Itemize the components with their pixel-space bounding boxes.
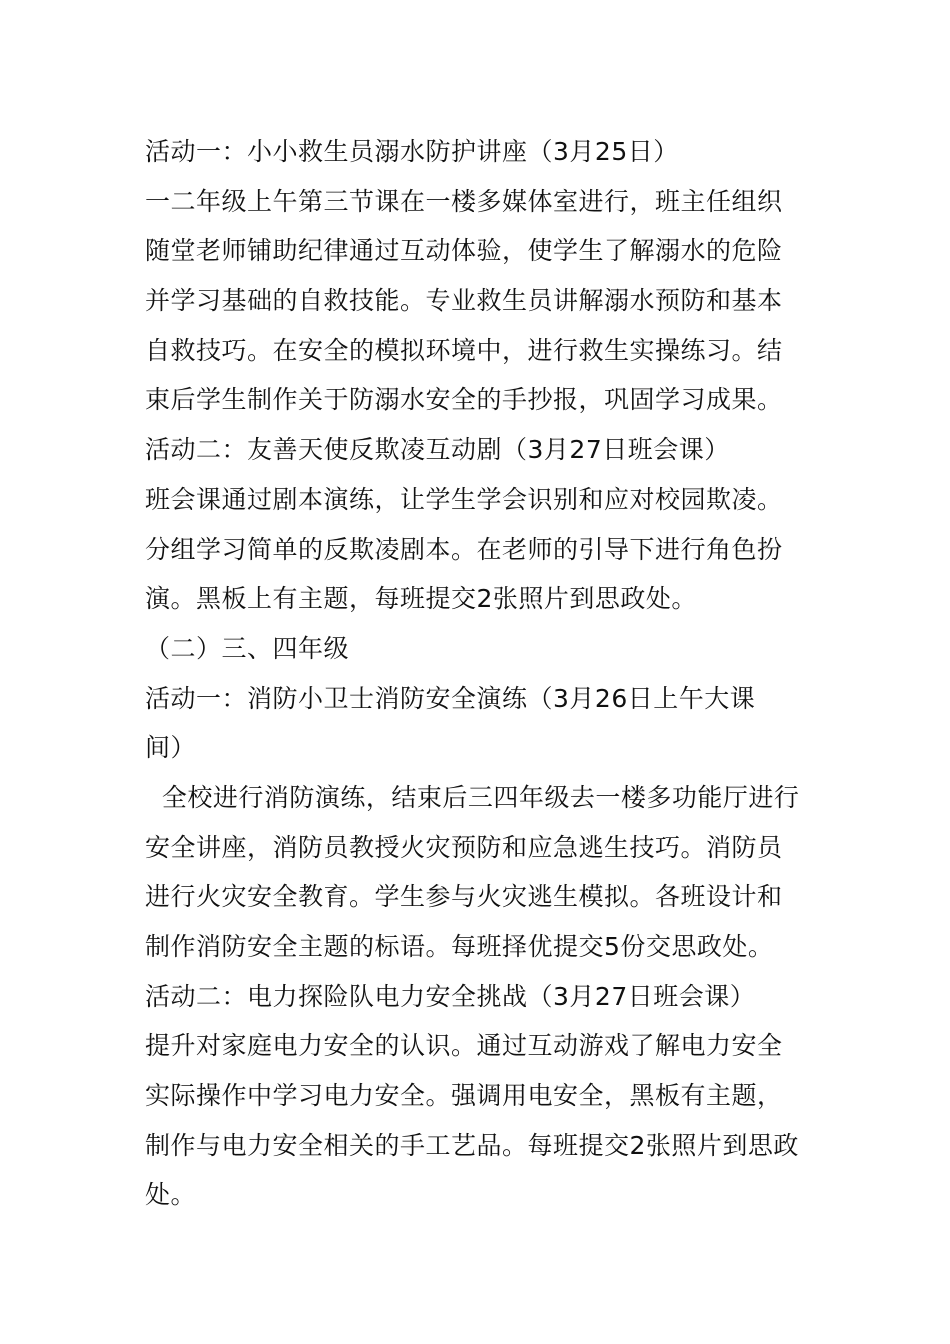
activity-heading-continued: 间） xyxy=(145,733,197,763)
paragraph-line: 演。黑板上有主题，每班提交2张照片到思政处。 xyxy=(145,584,697,614)
paragraph-line: 自救技巧。在安全的模拟环境中，进行救生实操练习。结 xyxy=(145,335,783,365)
activity-heading: 活动一：小小救生员溺水防护讲座（3月25日） xyxy=(145,137,679,166)
activity-heading: 活动二：电力探险队电力安全挑战（3月27日班会课） xyxy=(145,981,756,1011)
body-text xyxy=(145,127,815,1220)
paragraph-line: 制作消防安全主题的标语。每班择优提交5份交思政处。 xyxy=(145,932,774,961)
paragraph-line: 束后学生制作关于防溺水安全的手抄报，巩固学习成果。 xyxy=(145,385,783,415)
paragraph-line: 全校进行消防演练，结束后三四年级去一楼多功能厅进行 xyxy=(145,782,800,812)
section-heading: （二）三、四年级 xyxy=(145,633,350,663)
paragraph-line: 安全讲座，消防员教授火灾预防和应急逃生技巧。消防员 xyxy=(145,832,783,862)
paragraph-line: 制作与电力安全相关的手工艺品。每班提交2张照片到思政 xyxy=(145,1130,799,1160)
paragraph-line: 一二年级上午第三节课在一楼多媒体室进行，班主任组织 xyxy=(145,186,783,216)
paragraph-line: 分组学习简单的反欺凌剧本。在老师的引导下进行角色扮 xyxy=(145,534,783,564)
paragraph-line: 提升对家庭电力安全的认识。通过互动游戏了解电力安全 xyxy=(145,1031,783,1061)
paragraph-line: 进行火灾安全教育。学生参与火灾逃生模拟。各班设计和 xyxy=(145,882,783,912)
paragraph-line: 实际操作中学习电力安全。强调用电安全，黑板有主题， xyxy=(145,1081,783,1111)
activity-heading: 活动二：友善天使反欺凌互动剧（3月27日班会课） xyxy=(145,435,730,465)
activity-heading: 活动一：消防小卫士消防安全演练（3月26日上午大课 xyxy=(145,683,756,713)
paragraph-line: 并学习基础的自救技能。专业救生员讲解溺水预防和基本 xyxy=(145,286,783,316)
paragraph-line: 随堂老师铺助纪律通过互动体验，使学生了解溺水的危险 xyxy=(145,236,783,266)
paragraph-line: 处。 xyxy=(145,1180,197,1210)
paragraph-line: 班会课通过剧本演练，让学生学会识别和应对校园欺凌。 xyxy=(145,484,783,514)
